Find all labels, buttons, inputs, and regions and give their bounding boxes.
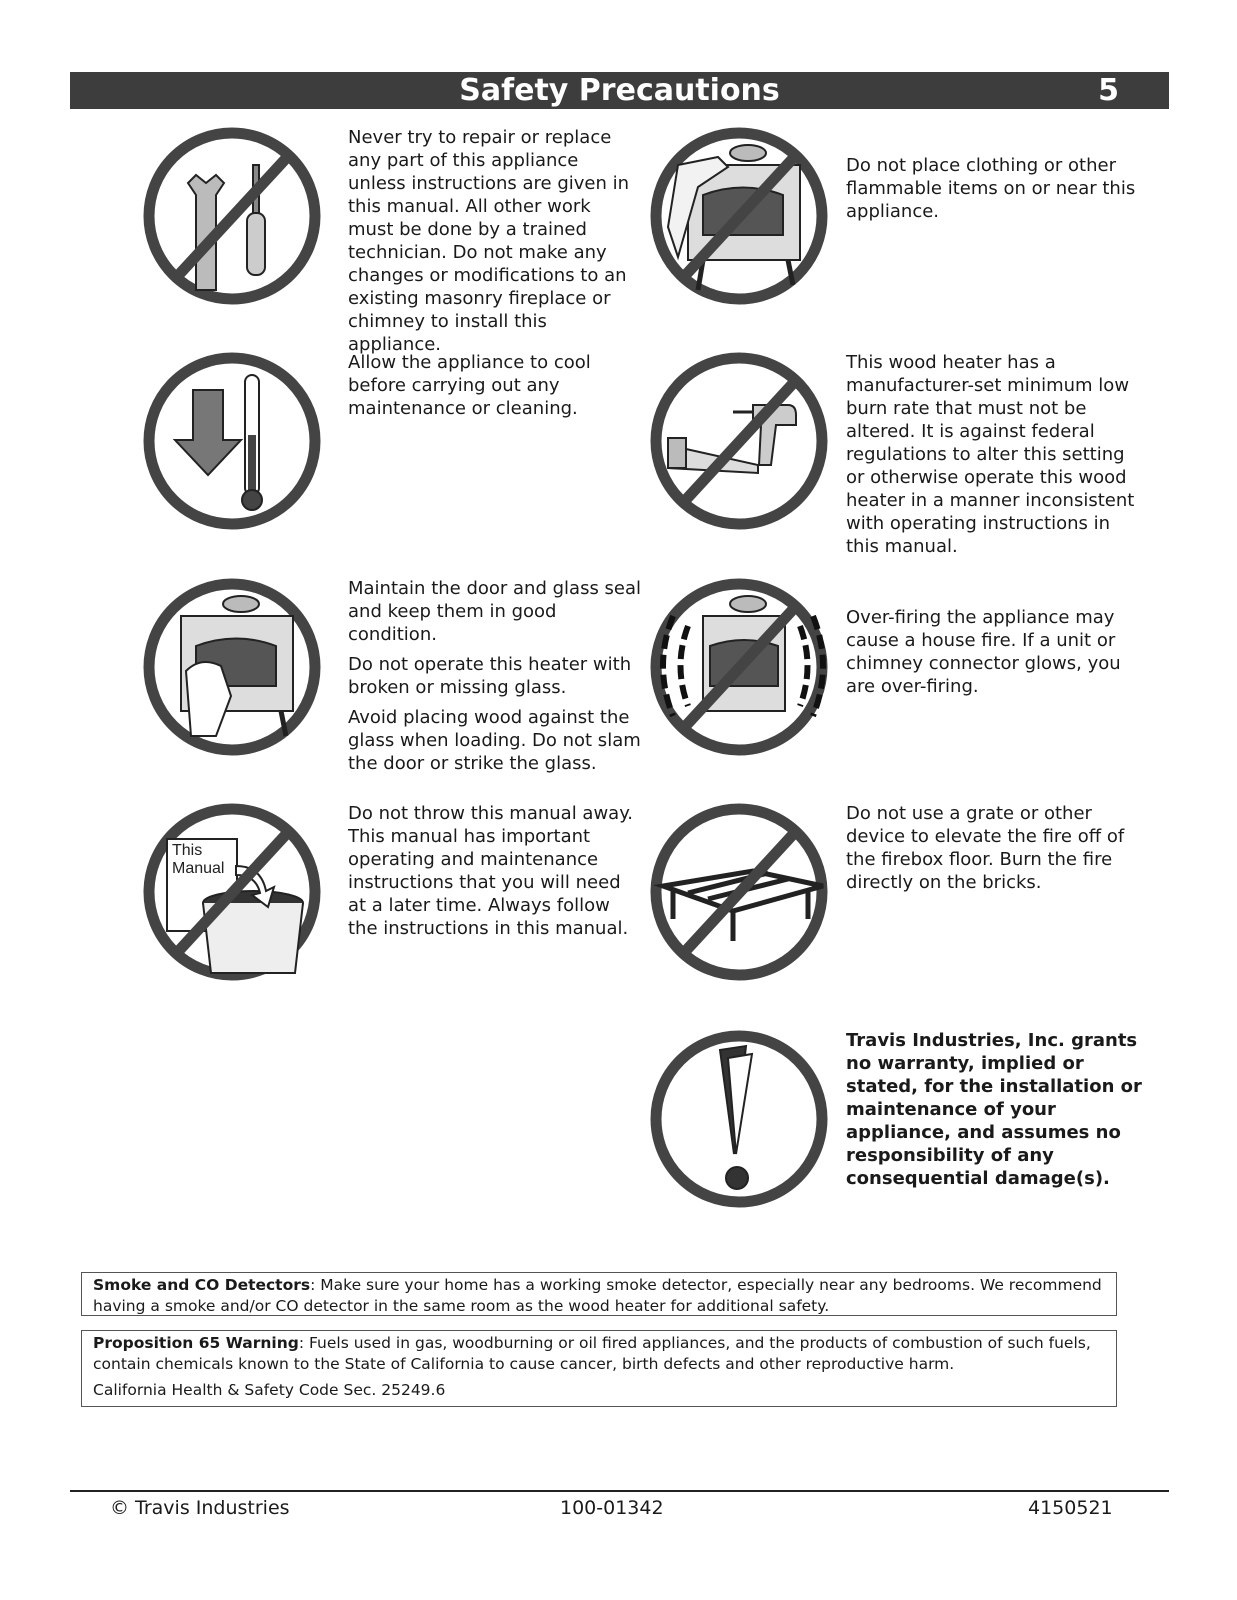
item-8-text xyxy=(846,802,1146,901)
no-overfiring-icon xyxy=(648,576,830,758)
item-3-paragraph-1: Allow the appliance to cool before carrying out any maintenance or cleaning. xyxy=(348,352,591,419)
page-number: 5 xyxy=(1098,73,1119,108)
clean-glass-icon xyxy=(141,576,323,758)
prop65-code: California Health & Safety Code Sec. 25249.6 xyxy=(93,1381,446,1399)
smoke-detector-notice xyxy=(81,1272,1117,1316)
item-7-paragraph-1: Do not throw this manual away. This manual has important operating and maintenance instructions that you will need at a later time. Always follow the instructions in this manual. xyxy=(348,803,634,939)
proposition-65-notice xyxy=(81,1330,1117,1407)
item-3-text xyxy=(348,351,638,427)
smoke-notice-title: Smoke and CO Detectors xyxy=(93,1276,311,1294)
page-header xyxy=(70,72,1169,109)
warning-exclamation-icon xyxy=(648,1028,830,1210)
item-9-paragraph-1: Travis Industries, Inc. grants no warranty, implied or stated, for the installation or maintenance of your appliance, and assumes no responsibility of any consequential damage(s). xyxy=(846,1030,1142,1189)
item-2-text xyxy=(846,154,1146,230)
item-5-paragraph-2: Do not operate this heater with broken or missing glass. xyxy=(348,654,632,698)
no-discard-manual-icon xyxy=(141,801,323,983)
footer-document-number: 100-01342 xyxy=(560,1497,664,1519)
manual-label-this: This xyxy=(172,842,203,859)
item-4-text xyxy=(846,351,1146,565)
no-flammables-on-stove-icon xyxy=(648,125,830,307)
item-4-paragraph-1: This wood heater has a manufacturer-set minimum low burn rate that must not be altered. It is against federal regulations to alter this setting or otherwise operate this wood heater in a manner inconsistent with operating instructions in this manual. xyxy=(846,352,1135,557)
item-6-text xyxy=(846,606,1146,705)
cool-down-thermometer-icon xyxy=(141,350,323,532)
item-1-paragraph-1: Never try to repair or replace any part of this appliance unless instructions are given in this manual. All other work must be done by a trained technician. Do not make any changes or modifications to an existing masonry fireplace or chimney to install this appliance. xyxy=(348,127,630,355)
item-5-paragraph-1: Maintain the door and glass seal and keep them in good condition. xyxy=(348,578,642,645)
item-8-paragraph-1: Do not use a grate or other device to elevate the fire off of the firebox floor. Burn the fire directly on the bricks. xyxy=(846,803,1125,893)
item-2-paragraph-1: Do not place clothing or other flammable items on or near this appliance. xyxy=(846,155,1136,222)
footer-copyright: © Travis Industries xyxy=(110,1497,290,1519)
item-5-paragraph-3: Avoid placing wood against the glass when loading. Do not slam the door or strike the glass. xyxy=(348,707,641,774)
item-7-text xyxy=(348,802,643,947)
prop65-notice-title: Proposition 65 Warning xyxy=(93,1334,299,1352)
smoke-notice-text: : Make sure your home has a working smoke detector, especially near any bedrooms. We recommend having a smoke and/or CO detector in the same room as the wood heater for additional safety. xyxy=(93,1276,1102,1315)
item-6-paragraph-1: Over-firing the appliance may cause a house fire. If a unit or chimney connector glows, you are over-firing. xyxy=(846,607,1121,697)
prop65-notice-text: : Fuels used in gas, woodburning or oil fired appliances, and the products of combustion of such fuels, contain chemicals known to the State of California to cause cancer, birth defects and other reproductive harm. xyxy=(93,1334,1091,1373)
item-9-text xyxy=(846,1029,1146,1197)
footer-code: 4150521 xyxy=(1028,1497,1113,1519)
manual-label-manual: Manual xyxy=(172,860,225,877)
footer-divider xyxy=(70,1490,1169,1492)
item-5-text xyxy=(348,577,643,782)
page-title: Safety Precautions xyxy=(459,73,780,108)
no-tools-icon xyxy=(141,125,323,307)
no-grate-icon xyxy=(648,801,830,983)
no-modification-tools-icon xyxy=(648,350,830,532)
item-1-text xyxy=(348,126,638,363)
